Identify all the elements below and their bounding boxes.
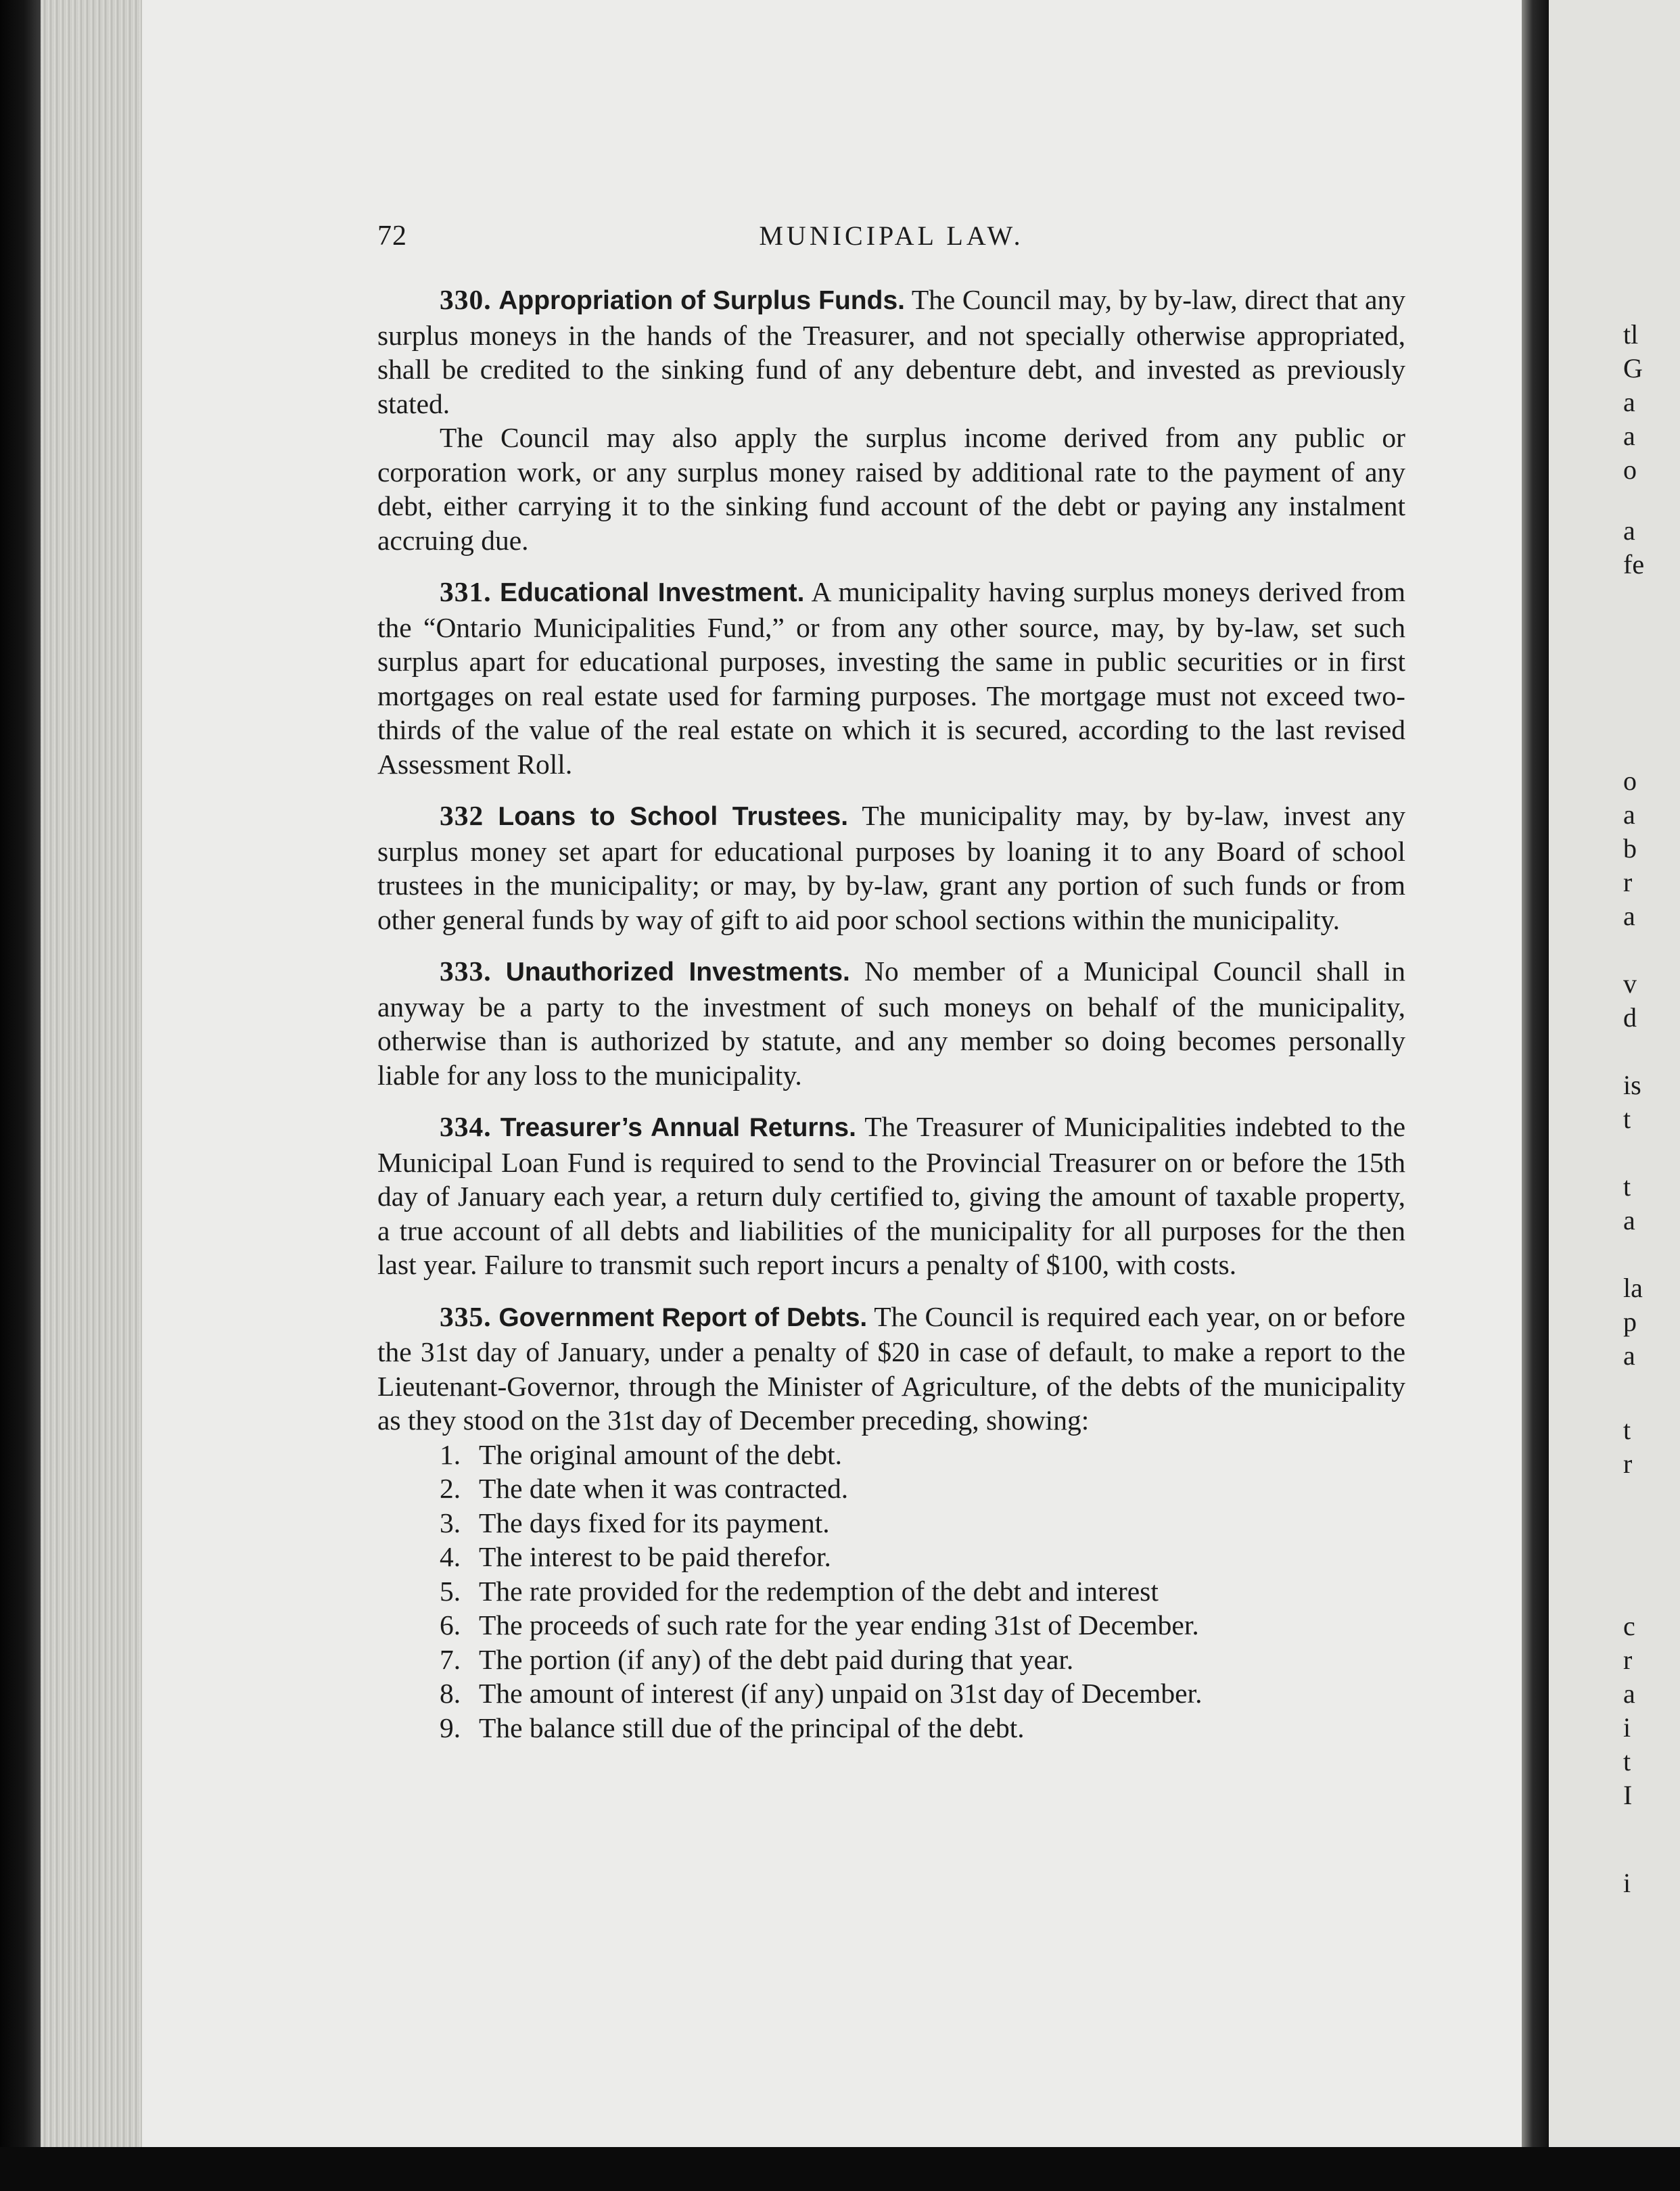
list-item-number: 9. — [440, 1712, 461, 1743]
facing-page-fragment: G — [1623, 353, 1643, 383]
facing-page-fragment: b — [1623, 833, 1637, 864]
page-number: 72 — [377, 220, 407, 252]
list-item-text: The rate provided for the redemption of the debt and interest — [479, 1575, 1159, 1607]
list-item-text: The date when it was contracted. — [479, 1473, 849, 1504]
book-gutter — [1522, 0, 1549, 2191]
facing-page-fragment: I — [1623, 1780, 1633, 1810]
facing-page-fragment: is — [1623, 1070, 1641, 1100]
book-binding-edge — [0, 0, 41, 2191]
list-item — [377, 1438, 1405, 1472]
debt-report-list — [377, 1438, 1405, 1745]
list-item — [377, 1471, 1405, 1506]
facing-page-fragment: c — [1623, 1611, 1635, 1641]
list-item — [377, 1506, 1405, 1540]
section-334 — [377, 1110, 1405, 1282]
list-item-text: The days fixed for its payment. — [479, 1507, 830, 1538]
list-item-text: The amount of interest (if any) unpaid on 31st day of December. — [479, 1678, 1203, 1709]
facing-page-fragment: t — [1623, 1746, 1631, 1776]
facing-page-fragment: t — [1623, 1171, 1631, 1202]
facing-page-fragment: r — [1623, 1645, 1633, 1675]
list-item-number: 6. — [440, 1609, 461, 1641]
scan-bottom-edge — [0, 2147, 1680, 2191]
facing-page-fragment: a — [1623, 421, 1635, 451]
section-paragraph — [377, 954, 1405, 1092]
section-330 — [377, 283, 1405, 557]
section-text: A municipality having surplus moneys derived from the “Ontario Municipalities Fund,” or from any other source, may, by by-law, set such surplus apart for educational purposes, investing the same in public securities or in first mortgages on real estate used for farming purposes. The mortgage must not exceed two-thirds of the value of the real estate on which it is secured, according to the last revised Assessment Roll. — [377, 576, 1405, 780]
list-item-number: 8. — [440, 1678, 461, 1709]
section-331 — [377, 575, 1405, 781]
page-stack-edge — [41, 0, 142, 2191]
section-number: 331. — [440, 576, 492, 607]
list-item-text: The interest to be paid therefor. — [479, 1541, 831, 1572]
section-number: 330. — [440, 284, 492, 315]
facing-page-fragment: o — [1623, 454, 1637, 485]
list-item-number: 5. — [440, 1575, 461, 1607]
section-title: Unauthorized Investments. — [505, 958, 850, 987]
section-title: Educational Investment. — [499, 578, 805, 607]
facing-page-fragment: d — [1623, 1002, 1637, 1033]
list-item-number: 7. — [440, 1643, 461, 1675]
section-paragraph — [377, 1300, 1405, 1438]
list-item-number: 1. — [440, 1438, 461, 1470]
list-item — [377, 1676, 1405, 1711]
section-paragraph: The Council may also apply the surplus income derived from any public or corporation work, or any surplus money raised by additional rate to the payment of any debt, either carrying it to the sinking fund account of the debt or paying any instalment accruing due. — [377, 422, 1405, 556]
section-paragraph — [377, 799, 1405, 937]
section-text: The municipality may, by by-law, invest any surplus money set apart for educational purposes by loaning it to any Board of school trustees in the municipality; or may, by by-law, grant any portion of such funds or from other general funds by way of gift to aid poor school sections within the municipality. — [377, 800, 1405, 935]
list-item — [377, 1540, 1405, 1574]
facing-page-fragment: i — [1623, 1712, 1631, 1743]
section-paragraph — [377, 1110, 1405, 1282]
facing-page-fragment: tl — [1623, 319, 1639, 350]
section-title: Treasurer’s Annual Returns. — [500, 1113, 856, 1142]
list-item — [377, 1608, 1405, 1643]
section-title: Loans to School Trustees. — [498, 802, 849, 831]
list-item — [377, 1643, 1405, 1677]
section-text: The Council may, by by-law, direct that any surplus moneys in the hands of the Treasurer, and not specially otherwise appropriated, shall be credited to the sinking fund of any debenture debt, and invested as previously stated. — [377, 284, 1405, 419]
facing-page-fragment: a — [1623, 1205, 1635, 1235]
facing-page-fragment: p — [1623, 1306, 1637, 1337]
list-item-text: The proceeds of such rate for the year ending 31st of December. — [479, 1609, 1199, 1641]
facing-page-fragment: a — [1623, 1340, 1635, 1371]
facing-page-fragment: a — [1623, 799, 1635, 830]
facing-page-fragment: a — [1623, 1678, 1635, 1709]
section-paragraph — [377, 283, 1405, 421]
facing-page-fragment: la — [1623, 1273, 1643, 1303]
facing-page-fragment: v — [1623, 968, 1637, 999]
section-333 — [377, 954, 1405, 1092]
list-item — [377, 1574, 1405, 1609]
section-number: 334. — [440, 1111, 492, 1142]
facing-page-edge — [1549, 0, 1680, 2191]
facing-page-fragment: a — [1623, 515, 1635, 546]
section-text: The Treasurer of Municipalities indebted to the Municipal Loan Fund is required to send to the Provincial Treasurer on or before the 15th day of January each year, a return duly certified to, giving the amount of taxable property, a true account of all debts and liabilities of the municipality for all purposes for the then last year. Failure to transmit such report incurs a penalty of $100, with costs. — [377, 1111, 1406, 1280]
section-text: The Council is required each year, on or before the 31st day of January, under a penalty of $20 in case of default, to make a report to the Lieutenant-Governor, through the Minister of Agriculture, of the debts of the municipality as they stood on the 31st day of December preceding, showing: — [377, 1300, 1405, 1436]
page-body — [377, 283, 1405, 1762]
facing-page-fragment: r — [1623, 1448, 1633, 1479]
section-335 — [377, 1300, 1405, 1745]
section-title: Appropriation of Surplus Funds. — [498, 286, 905, 315]
page-header — [377, 220, 1405, 260]
list-item-number: 4. — [440, 1541, 461, 1572]
section-332 — [377, 799, 1405, 937]
list-item-number: 3. — [440, 1507, 461, 1538]
facing-page-fragment: fe — [1623, 549, 1645, 580]
facing-page-fragment: t — [1623, 1415, 1631, 1445]
facing-page-fragment: t — [1623, 1104, 1631, 1134]
facing-page-fragment: a — [1623, 901, 1635, 931]
list-item-number: 2. — [440, 1473, 461, 1504]
facing-page-fragment: i — [1623, 1868, 1631, 1898]
section-title: Government Report of Debts. — [498, 1302, 868, 1332]
running-title: MUNICIPAL LAW. — [759, 220, 1024, 251]
list-item-text: The balance still due of the principal of the debt. — [479, 1712, 1025, 1743]
facing-page-fragment: a — [1623, 387, 1635, 417]
list-item-text: The original amount of the debt. — [479, 1438, 843, 1470]
facing-page-fragment: r — [1623, 867, 1633, 897]
section-number: 335. — [440, 1300, 492, 1332]
list-item-text: The portion (if any) of the debt paid during that year. — [479, 1643, 1074, 1675]
section-paragraph — [377, 575, 1405, 781]
facing-page-fragment: o — [1623, 765, 1637, 796]
section-text: No member of a Municipal Council shall in anyway be a party to the investment of such moneys on behalf of the municipality, otherwise than is authorized by statute, and any member so doing becomes personally liable for any loss to the municipality. — [377, 956, 1406, 1091]
section-number: 333. — [440, 956, 492, 987]
section-number: 332 — [440, 800, 484, 831]
list-item — [377, 1711, 1405, 1745]
